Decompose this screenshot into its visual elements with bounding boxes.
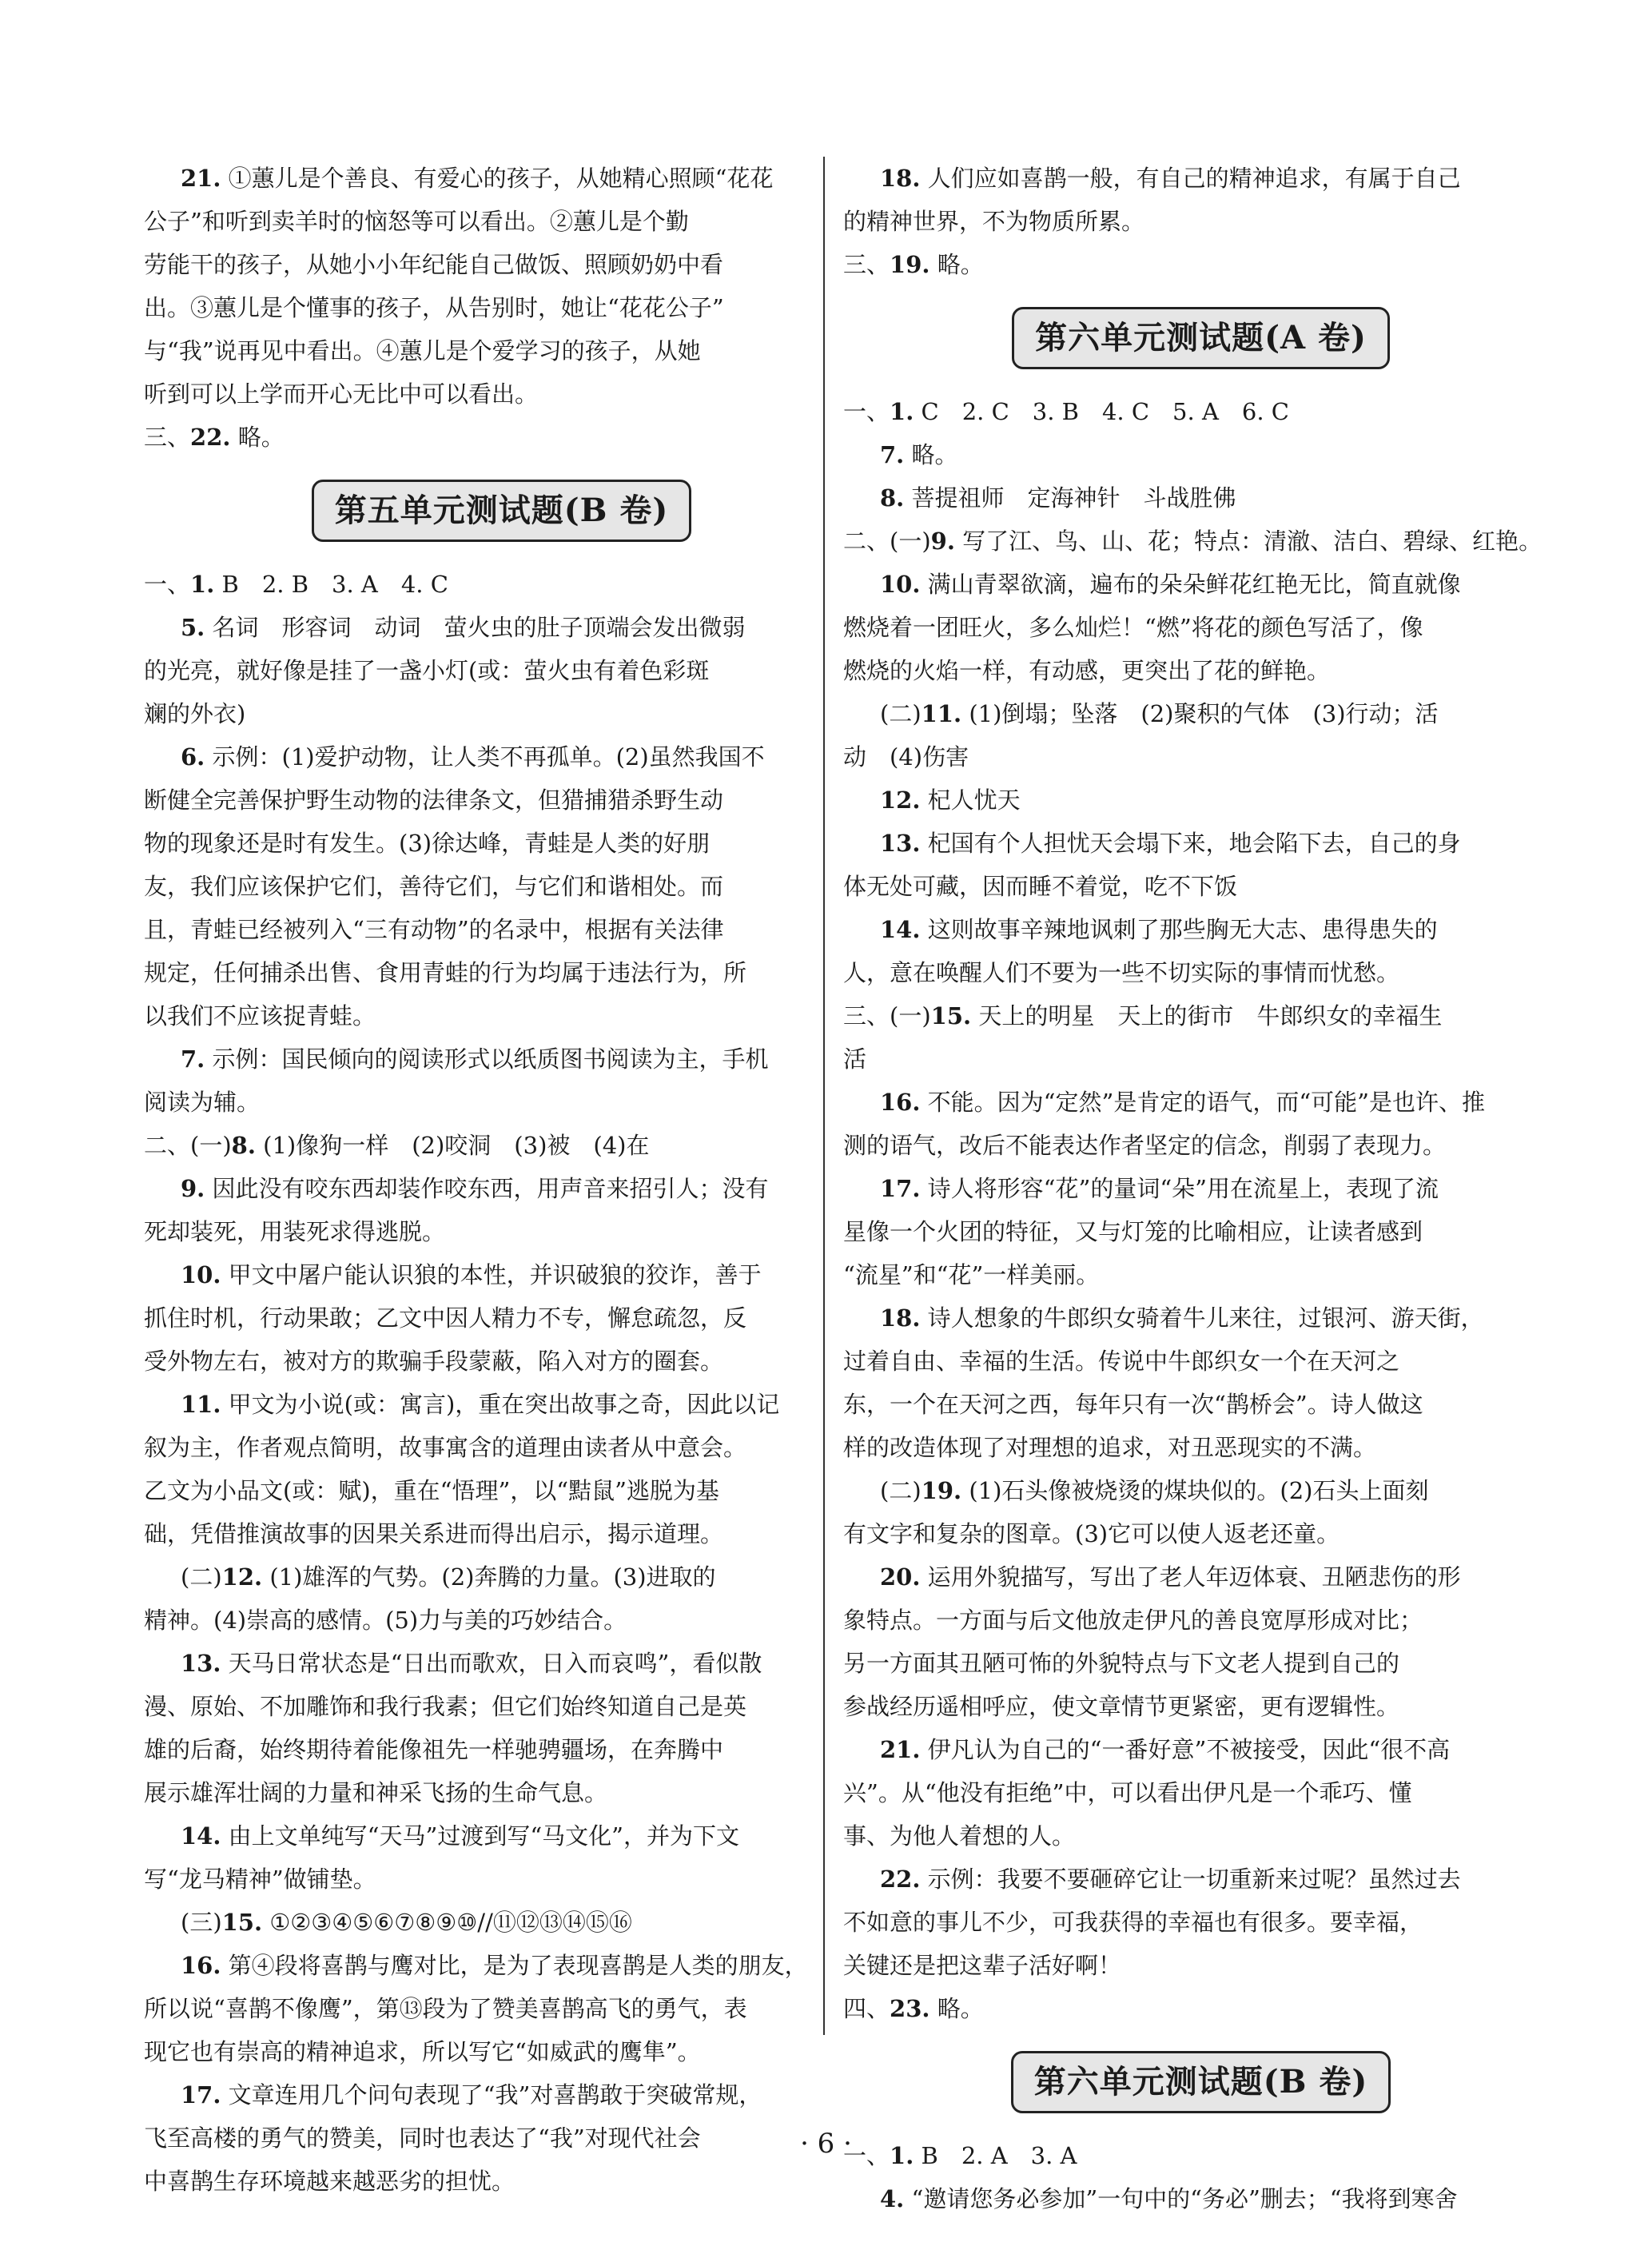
answer-line: [843, 692, 1558, 735]
answer-text: 甲文中屠户能认识狼的本性，并识破狼的狡诈，善于: [228, 1261, 762, 1288]
answer-line: [144, 372, 859, 416]
answer-text: “邀请您务必参加”一句中的“务必”删去；“我将到寒舍: [911, 2185, 1458, 2212]
answer-text: 燃烧着一团旺火，多么灿烂！“燃”将花的颜色写活了，像: [843, 614, 1423, 641]
answer-text: 象特点。一方面与后文他放走伊凡的善良宽厚形成对比；: [843, 1607, 1423, 1634]
answer-line: [843, 1771, 1558, 1814]
answer-text: (1)雄浑的气势。(2)奔腾的力量。(3)进取的: [269, 1563, 716, 1591]
answer-text: 斓的外衣): [144, 700, 246, 727]
question-number: 8.: [880, 484, 905, 512]
answer-text: 死却装死，用装死求得逃脱。: [144, 1218, 446, 1245]
answer-line: [144, 1210, 859, 1253]
answer-text: 样的改造体现了对理想的追求，对丑恶现实的不满。: [843, 1434, 1377, 1461]
answer-line: [843, 1124, 1558, 1167]
answer-text: 叙为主，作者观点简明，故事寓含的道理由读者从中意会。: [144, 1434, 747, 1461]
question-number: 16.: [181, 1952, 221, 1979]
section-heading: 第六单元测试题(A 卷): [1012, 307, 1390, 369]
section-prefix: 三、: [843, 251, 890, 278]
answer-text: 漫、原始、不加雕饰和我行我素；但它们始终知道自己是英: [144, 1693, 747, 1720]
answer-line: [144, 329, 859, 372]
question-number: 11.: [181, 1391, 221, 1418]
answer-r15: [843, 994, 1558, 1081]
answer-line: [144, 416, 859, 459]
answer-line: [843, 994, 1558, 1037]
right-column: [843, 157, 1558, 2220]
answer-text: (1)像狗一样 (2)咬洞 (3)被 (4)在: [263, 1132, 650, 1159]
answer-line: [144, 1771, 859, 1814]
answer-line: [843, 390, 1558, 433]
section-heading-wrap: [843, 2030, 1558, 2134]
section-heading-wrap: [843, 286, 1558, 390]
answer-line: [843, 1081, 1558, 1124]
answer-s3-22: [144, 416, 859, 459]
answer-line: [144, 157, 859, 200]
answer-q14: [144, 1814, 859, 1901]
answer-text: 以我们不应该捉青蛙。: [144, 1002, 376, 1029]
answer-text: 人们应如喜鹊一般，有自己的精神追求，有属于自己: [927, 165, 1461, 192]
question-number: 14.: [880, 916, 921, 943]
answer-text: 事、为他人着想的人。: [843, 1822, 1076, 1850]
answer-text: 运用外貌描写，写出了老人年迈体衰、丑陋悲伤的形: [927, 1563, 1461, 1591]
question-number: 12.: [880, 786, 921, 814]
section-prefix: 三、: [144, 424, 191, 451]
answer-text: 础，凭借推演故事的因果关系进而得出启示，揭示道理。: [144, 1520, 724, 1547]
answer-line: [144, 1944, 859, 1987]
answer-text: 关键还是把这辈子活好啊！: [843, 1952, 1122, 1979]
answer-text: 第④段将喜鹊与鹰对比，是为了表现喜鹊是人类的朋友，: [228, 1952, 808, 1979]
answer-line: [843, 1858, 1558, 1901]
answer-q16: [144, 1944, 859, 2073]
question-number: 16.: [880, 1089, 921, 1116]
answer-text: B 2. A 3. A: [921, 2142, 1077, 2169]
answer-line: [144, 1167, 859, 1210]
answer-line: [144, 1987, 859, 2030]
answer-line: [144, 779, 859, 822]
answer-q15: [144, 1901, 859, 1944]
answer-line: [144, 1512, 859, 1555]
answer-line: [144, 1469, 859, 1512]
question-number: 1.: [190, 571, 215, 598]
answer-line: [144, 563, 859, 606]
answer-line: [843, 476, 1558, 520]
answer-text: 示例：国民倾向的阅读形式以纸质图书阅读为主，手机: [212, 1045, 769, 1073]
answer-text: 燃烧的火焰一样，有动感，更突出了花的鲜艳。: [843, 657, 1331, 684]
answer-text: 听到可以上学而开心无比中可以看出。: [144, 380, 539, 408]
section-prefix: 二、(一): [144, 1132, 232, 1159]
question-number: 19.: [921, 1477, 962, 1504]
answer-r7: [843, 433, 1558, 476]
question-number: 22.: [190, 424, 231, 451]
question-number: 9.: [930, 528, 955, 555]
answer-line: [144, 994, 859, 1037]
page-number: · 6 ·: [800, 2128, 852, 2160]
answer-line: [144, 1555, 859, 1599]
answer-q13: [144, 1642, 859, 1814]
answer-text: 劳能干的孩子，从她小小年纪能自己做饭、照顾奶奶中看: [144, 251, 724, 278]
answer-line: [144, 1340, 859, 1383]
answer-q6: [144, 735, 859, 1037]
answer-r20: [843, 1555, 1558, 1728]
left-column: [144, 157, 859, 2203]
answer-text: 不如意的事儿不少，可我获得的幸福也有很多。要幸福，: [843, 1909, 1423, 1936]
answer-q21: [144, 157, 859, 416]
answer-line: [144, 243, 859, 286]
answer-text: 且，青蛙已经被列入“三有动物”的名录中，根据有关法律: [144, 916, 724, 943]
answer-text: 雄的后裔，始终期待着能像祖先一样驰骋疆场，在奔腾中: [144, 1736, 724, 1763]
question-number: 20.: [880, 1563, 921, 1591]
answer-text: ①②③④⑤⑥⑦⑧⑨⑩//⑪⑫⑬⑭⑮⑯: [269, 1909, 632, 1936]
question-number: 18.: [880, 165, 921, 192]
answer-line: [843, 1037, 1558, 1081]
answer-text: 名词 形容词 动词 萤火虫的肚子顶端会发出微弱: [212, 614, 746, 641]
answer-line: [843, 1599, 1558, 1642]
answer-line: [843, 865, 1558, 908]
question-number: 4.: [880, 2185, 905, 2212]
answer-line: [843, 1685, 1558, 1728]
answer-text: 有文字和复杂的图章。(3)它可以使人返老还童。: [843, 1520, 1340, 1547]
answer-line: [843, 1901, 1558, 1944]
answer-line: [144, 951, 859, 994]
answer-text: 杞人忧天: [927, 786, 1021, 814]
answer-text: 满山青翠欲滴，遍布的朵朵鲜花红艳无比，简直就像: [927, 571, 1461, 598]
answer-line: [144, 1037, 859, 1081]
answer-line: [144, 1253, 859, 1296]
answer-line: [843, 649, 1558, 692]
answer-line: [843, 1944, 1558, 1987]
question-number: 10.: [181, 1261, 221, 1288]
answer-text: 伊凡认为自己的“一番好意”不被接受，因此“很不高: [927, 1736, 1451, 1763]
answer-line: [144, 286, 859, 329]
answer-q9: [144, 1167, 859, 1253]
answer-text: C 2. C 3. B 4. C 5. A 6. C: [921, 398, 1289, 425]
answer-text: 规定，任何捕杀出售、食用青蛙的行为均属于违法行为，所: [144, 959, 747, 986]
answer-r19: [843, 1469, 1558, 1555]
question-number: 19.: [890, 251, 930, 278]
answer-line: [843, 951, 1558, 994]
answer-r9: [843, 520, 1558, 563]
answer-text: 杞国有个人担忧天会塌下来，地会陷下去，自己的身: [927, 830, 1461, 857]
answer-line: [144, 2030, 859, 2073]
answer-r21: [843, 1728, 1558, 1858]
answer-line: [144, 735, 859, 779]
answer-text: 体无处可藏，因而睡不着觉，吃不下饭: [843, 873, 1238, 900]
answer-line: [144, 649, 859, 692]
section-heading: 第六单元测试题(B 卷): [1011, 2051, 1391, 2113]
question-number: 8.: [231, 1132, 256, 1159]
answer-line: [144, 1814, 859, 1858]
answer-line: [843, 1426, 1558, 1469]
answer-line: [843, 908, 1558, 951]
answer-text: 阅读为辅。: [144, 1089, 261, 1116]
section-prefix: (二): [880, 1477, 922, 1504]
answer-text: 甲文为小说(或：寓言)，重在突出故事之奇，因此以记: [228, 1391, 780, 1418]
answer-r16: [843, 1081, 1558, 1167]
section-prefix: 一、: [843, 2142, 890, 2169]
answer-text: 示例：我要不要砸碎它让一切重新来过呢？虽然过去: [927, 1866, 1461, 1893]
answer-text: 的精神世界，不为物质所累。: [843, 208, 1145, 235]
answer-r22: [843, 1858, 1558, 1987]
answer-line: [144, 822, 859, 865]
answer-text: 这则故事辛辣地讽刺了那些胸无大志、患得患失的: [927, 916, 1438, 943]
question-number: 6.: [181, 743, 205, 771]
answer-r17: [843, 1167, 1558, 1296]
answer-text: 天上的明星 天上的街市 牛郎织女的幸福生: [978, 1002, 1443, 1029]
answer-line: [144, 1426, 859, 1469]
answer-text: 中喜鹊生存环境越来越恶劣的担忧。: [144, 2168, 516, 2195]
answer-line: [843, 1253, 1558, 1296]
answer-text: 人，意在唤醒人们不要为一些不切实际的事情而忧愁。: [843, 959, 1400, 986]
answer-line: [843, 1512, 1558, 1555]
answer-r12: [843, 779, 1558, 822]
answer-line: [144, 1383, 859, 1426]
question-number: 14.: [181, 1822, 221, 1850]
answer-line: [144, 1081, 859, 1124]
answer-line: [144, 865, 859, 908]
answer-text: B 2. B 3. A 4. C: [221, 571, 448, 598]
question-number: 21.: [181, 165, 221, 192]
answer-text: (1)倒塌；坠落 (2)聚积的气体 (3)行动；活: [969, 700, 1439, 727]
section-prefix: 一、: [843, 398, 890, 425]
answer-s3-19: [843, 243, 1558, 286]
answer-line: [144, 1642, 859, 1685]
answer-text: 过着自由、幸福的生活。传说中牛郎织女一个在天河之: [843, 1348, 1400, 1375]
section-heading: 第五单元测试题(B 卷): [312, 480, 692, 542]
answer-q10: [144, 1253, 859, 1383]
answer-text: 天马日常状态是“日出而歌欢，日入而哀鸣”，看似散: [228, 1650, 762, 1677]
question-number: 10.: [880, 571, 921, 598]
answer-text: 断健全完善保护野生动物的法律条文，但猎捕猎杀野生动: [144, 786, 724, 814]
answer-line: [144, 2073, 859, 2117]
question-number: 17.: [880, 1175, 921, 1202]
answer-line: [144, 692, 859, 735]
answer-line: [144, 1858, 859, 1901]
answer-line: [843, 1814, 1558, 1858]
answer-text: 因此没有咬东西却装作咬东西，用声音来招引人；没有: [212, 1175, 769, 1202]
answer-text: 乙文为小品文(或：赋)，重在“悟理”，以“黠鼠”逃脱为基: [144, 1477, 719, 1504]
answer-line: [843, 606, 1558, 649]
answer-line: [843, 1728, 1558, 1771]
answer-rb4: [843, 2177, 1558, 2220]
question-number: 15.: [221, 1909, 263, 1936]
answer-line: [144, 908, 859, 951]
answer-text: 星像一个火团的特征，又与灯笼的比喻相应，让读者感到: [843, 1218, 1423, 1245]
answer-text: 动 (4)伤害: [843, 743, 969, 771]
answer-text: 飞至高楼的勇气的赞美，同时也表达了“我”对现代社会: [144, 2125, 701, 2152]
answer-line: [144, 1685, 859, 1728]
answer-r13: [843, 822, 1558, 908]
answer-text: 略。: [937, 1995, 984, 2022]
answer-line: [843, 1167, 1558, 1210]
answer-text: “流星”和“花”一样美丽。: [843, 1261, 1100, 1288]
answer-line: [144, 1124, 859, 1167]
answer-line: [144, 200, 859, 243]
answer-line: [843, 563, 1558, 606]
answer-line: [843, 822, 1558, 865]
question-number: 18.: [880, 1304, 921, 1332]
answer-line: [843, 1210, 1558, 1253]
answer-line: [843, 779, 1558, 822]
answer-text: 诗人想象的牛郎织女骑着牛儿来往，过银河、游天街，: [927, 1304, 1484, 1332]
answer-line: [144, 1599, 859, 1642]
answer-r1: [843, 390, 1558, 433]
question-number: 1.: [890, 2142, 914, 2169]
question-number: 1.: [890, 398, 914, 425]
answer-text: 受外物左右，被对方的欺骗手段蒙蔽，陷入对方的圈套。: [144, 1348, 724, 1375]
answer-line: [843, 1383, 1558, 1426]
answer-q12: [144, 1555, 859, 1642]
answer-s1-1: [144, 563, 859, 606]
answer-s2-8: [144, 1124, 859, 1167]
answer-text: 现它也有崇高的精神追求，所以写它“如威武的鹰隼”。: [144, 2038, 701, 2065]
section-prefix: 一、: [144, 571, 191, 598]
answer-text: 写“龙马精神”做铺垫。: [144, 1866, 376, 1893]
answer-line: [144, 1296, 859, 1340]
question-number: 11.: [921, 700, 962, 727]
answer-text: 出。③蕙儿是个懂事的孩子，从告别时，她让“花花公子”: [144, 294, 724, 321]
answer-line: [843, 200, 1558, 243]
answer-line: [144, 2160, 859, 2203]
answer-text: ①蕙儿是个善良、有爱心的孩子，从她精心照顾“花花: [228, 165, 774, 192]
answer-text: 参战经历遥相呼应，使文章情节更紧密，更有逻辑性。: [843, 1693, 1400, 1720]
answer-line: [843, 520, 1558, 563]
answer-text: (1)石头像被烧烫的煤块似的。(2)石头上面刻: [969, 1477, 1429, 1504]
answer-line: [843, 1987, 1558, 2030]
answer-line: [843, 243, 1558, 286]
question-number: 13.: [880, 830, 921, 857]
question-number: 7.: [880, 441, 905, 468]
section-heading-wrap: [144, 459, 859, 563]
question-number: 21.: [880, 1736, 921, 1763]
answer-text: 活: [843, 1045, 867, 1073]
section-prefix: (二): [880, 700, 922, 727]
question-number: 9.: [181, 1175, 205, 1202]
section-prefix: 二、(一): [843, 528, 931, 555]
answer-q11: [144, 1383, 859, 1555]
answer-line: [843, 1296, 1558, 1340]
section-prefix: (三): [181, 1909, 222, 1936]
answer-text: 略。: [937, 251, 984, 278]
answer-q7: [144, 1037, 859, 1124]
answer-text: 兴”。从“他没有拒绝”中，可以看出伊凡是一个乖巧、懂: [843, 1779, 1412, 1806]
answer-r14: [843, 908, 1558, 994]
question-number: 22.: [880, 1866, 921, 1893]
answer-line: [843, 2177, 1558, 2220]
answer-text: 测的语气，改后不能表达作者坚定的信念，削弱了表现力。: [843, 1132, 1447, 1159]
answer-text: 友，我们应该保护它们，善待它们，与它们和谐相处。而: [144, 873, 724, 900]
answer-text: 不能。因为“定然”是肯定的语气，而“可能”是也许、推: [927, 1089, 1485, 1116]
question-number: 15.: [930, 1002, 972, 1029]
answer-text: 展示雄浑壮阔的力量和神采飞扬的生命气息。: [144, 1779, 608, 1806]
question-number: 7.: [181, 1045, 205, 1073]
answer-text: 示例：(1)爱护动物，让人类不再孤单。(2)虽然我国不: [212, 743, 765, 771]
answer-q18a: [843, 157, 1558, 243]
question-number: 5.: [181, 614, 205, 641]
answer-text: 写了江、鸟、山、花；特点：清澈、洁白、碧绿、红艳。: [962, 528, 1543, 555]
answer-r8: [843, 476, 1558, 520]
answer-line: [843, 157, 1558, 200]
answer-line: [144, 606, 859, 649]
answer-r11: [843, 692, 1558, 779]
answer-line: [144, 1728, 859, 1771]
answer-text: 由上文单纯写“天马”过渡到写“马文化”，并为下文: [228, 1822, 739, 1850]
section-prefix: 四、: [843, 1995, 890, 2022]
answer-text: 菩提祖师 定海神针 斗战胜佛: [911, 484, 1236, 512]
question-number: 12.: [221, 1563, 263, 1591]
answer-q5: [144, 606, 859, 735]
question-number: 13.: [181, 1650, 221, 1677]
answer-text: 所以说“喜鹊不像鹰”，第⑬段为了赞美喜鹊高飞的勇气，表: [144, 1995, 747, 2022]
answer-line: [843, 1469, 1558, 1512]
answer-line: [843, 1555, 1558, 1599]
answer-text: 另一方面其丑陋可怖的外貌特点与下文老人提到自己的: [843, 1650, 1400, 1677]
answer-text: 物的现象还是时有发生。(3)徐达峰，青蛙是人类的好朋: [144, 830, 711, 857]
answer-text: 文章连用几个问句表现了“我”对喜鹊敢于突破常规，: [228, 2081, 762, 2109]
answer-text: 诗人将形容“花”的量词“朵”用在流星上，表现了流: [927, 1175, 1439, 1202]
answer-line: [144, 1901, 859, 1944]
answer-r10: [843, 563, 1558, 692]
answer-text: 抓住时机，行动果敢；乙文中因人精力不专，懈怠疏忽，反: [144, 1304, 747, 1332]
answer-line: [843, 1340, 1558, 1383]
answer-text: 略。: [237, 424, 285, 451]
question-number: 23.: [890, 1995, 930, 2022]
answer-text: 精神。(4)崇高的感情。(5)力与美的巧妙结合。: [144, 1607, 627, 1634]
section-prefix: (二): [181, 1563, 222, 1591]
answer-text: 与“我”说再见中看出。④蕙儿是个爱学习的孩子，从她: [144, 337, 701, 364]
answer-line: [843, 735, 1558, 779]
answer-text: 略。: [911, 441, 958, 468]
answer-r23: [843, 1987, 1558, 2030]
column-divider: [823, 157, 825, 2035]
question-number: 17.: [181, 2081, 221, 2109]
answer-text: 东，一个在天河之西，每年只有一次“鹊桥会”。诗人做这: [843, 1391, 1423, 1418]
section-prefix: 三、(一): [843, 1002, 931, 1029]
answer-r18: [843, 1296, 1558, 1469]
answer-text: 的光亮，就好像是挂了一盏小灯(或：萤火虫有着色彩斑: [144, 657, 710, 684]
answer-text: 公子”和听到卖羊时的恼怒等可以看出。②蕙儿是个勤: [144, 208, 689, 235]
answer-line: [843, 433, 1558, 476]
answer-line: [843, 1642, 1558, 1685]
